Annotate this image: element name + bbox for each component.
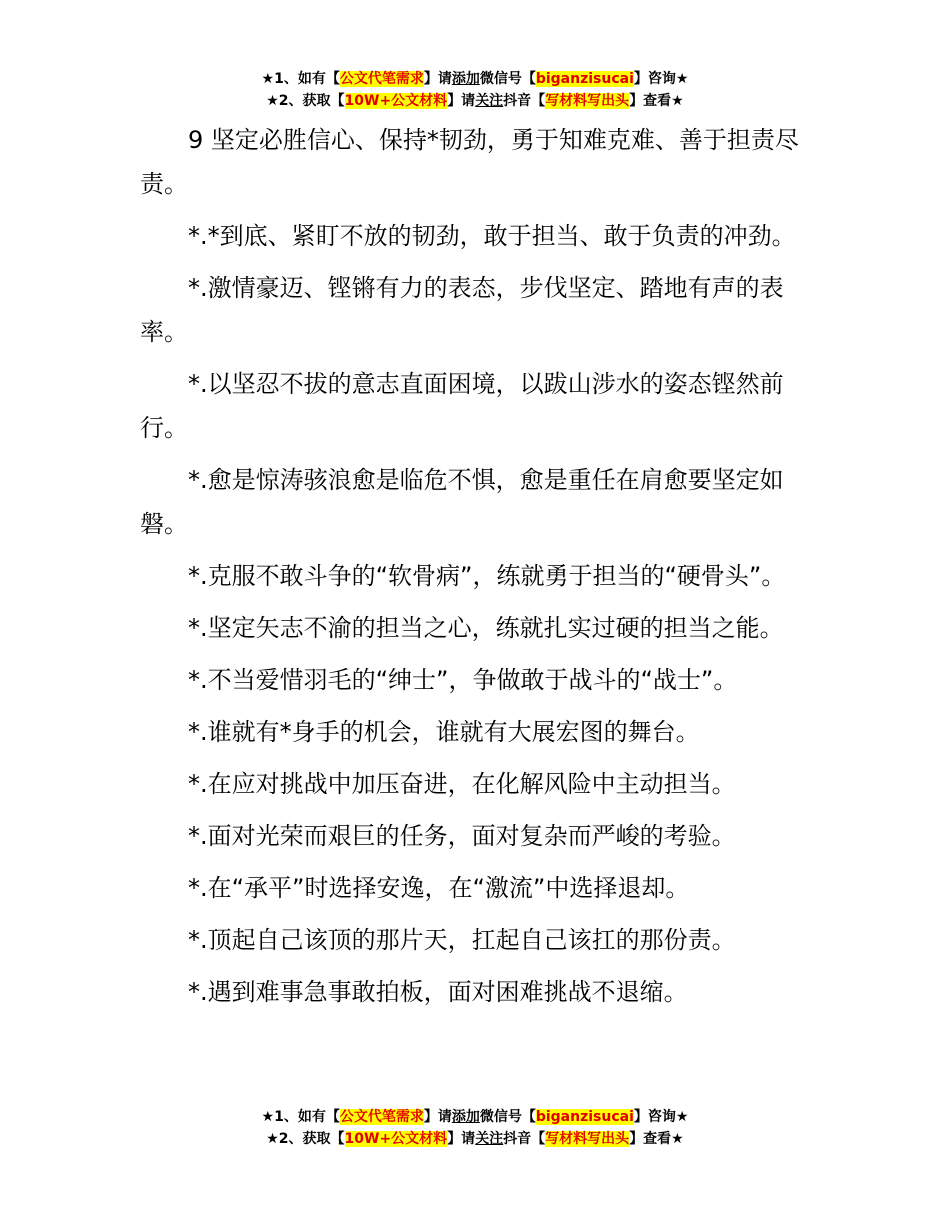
banner-underline: 添加: [451, 1109, 480, 1125]
banner-text: ★2、获取【: [266, 1131, 345, 1147]
banner-highlight: 写材料写出头: [545, 1131, 630, 1147]
banner-text: 】咨询★: [633, 71, 689, 87]
banner-text: 】查看★: [629, 93, 684, 109]
paragraph: *.激情豪迈、铿锵有力的表态，步伐坚定、踏地有声的表率。: [140, 274, 784, 346]
banner-underline: 关注: [475, 1131, 504, 1147]
banner-text: 】查看★: [629, 1131, 684, 1147]
paragraph: *.愈是惊涛骇浪愈是临危不惧，愈是重任在肩愈要坚定如磐。: [140, 466, 784, 538]
banner-line-2: [0, 1128, 950, 1150]
banner-line-1: [0, 1106, 950, 1128]
header-banner: [0, 68, 950, 112]
banner-text: 微信号【: [479, 71, 536, 87]
paragraph: *.面对光荣而艰巨的任务，面对复杂而严峻的考验。: [188, 822, 736, 850]
banner-line-1: [0, 68, 950, 90]
banner-text: 】咨询★: [633, 1109, 689, 1125]
paragraph: *.顶起自己该顶的那片天，扛起自己该扛的那份责。: [188, 926, 736, 954]
banner-highlight: 10W+公文材料: [344, 1131, 448, 1147]
banner-text: ★2、获取【: [266, 93, 345, 109]
banner-line-2: [0, 90, 950, 112]
banner-highlight: 公文代笔需求: [339, 1109, 424, 1125]
paragraph: *.*到底、紧盯不放的韧劲，敢于担当、敢于负责的冲劲。: [188, 222, 796, 250]
paragraph: *.在“承平”时选择安逸，在“激流”中选择退却。: [188, 874, 690, 902]
paragraph: *.克服不敢斗争的“软骨病”，练就勇于担当的“硬骨头”。: [188, 562, 786, 590]
paragraph: 9 坚定必胜信心、保持*韧劲，勇于知难克难、善于担责尽责。: [140, 126, 799, 198]
banner-highlight: 10W+公文材料: [344, 93, 448, 109]
banner-text: 抖音【: [503, 1131, 546, 1147]
footer-banner: [0, 1106, 950, 1150]
banner-text: 】请: [447, 1131, 476, 1147]
document-body: [140, 118, 812, 1022]
banner-highlight: biganzisucai: [535, 71, 634, 87]
banner-highlight: 公文代笔需求: [339, 71, 424, 87]
banner-text: 】请: [447, 93, 476, 109]
paragraph: *.不当爱惜羽毛的“绅士”，争做敢于战斗的“战士”。: [188, 666, 738, 694]
paragraph: *.坚定矢志不渝的担当之心，练就扎实过硬的担当之能。: [188, 614, 784, 642]
paragraph: *.谁就有*身手的机会，谁就有大展宏图的舞台。: [188, 718, 700, 746]
banner-text: ★1、如有【: [261, 1109, 340, 1125]
banner-highlight: biganzisucai: [535, 1109, 634, 1125]
banner-text: 微信号【: [479, 1109, 536, 1125]
banner-text: 】请: [423, 1109, 452, 1125]
banner-highlight: 写材料写出头: [545, 93, 630, 109]
banner-text: 】请: [423, 71, 452, 87]
paragraph: *.以坚忍不拔的意志直面困境，以跋山涉水的姿态铿然前行。: [140, 370, 784, 442]
paragraph: *.在应对挑战中加压奋进，在化解风险中主动担当。: [188, 770, 736, 798]
banner-underline: 添加: [451, 71, 480, 87]
banner-text: 抖音【: [503, 93, 546, 109]
banner-text: ★1、如有【: [261, 71, 340, 87]
paragraph: *.遇到难事急事敢拍板，面对困难挑战不退缩。: [188, 978, 688, 1006]
banner-underline: 关注: [475, 93, 504, 109]
